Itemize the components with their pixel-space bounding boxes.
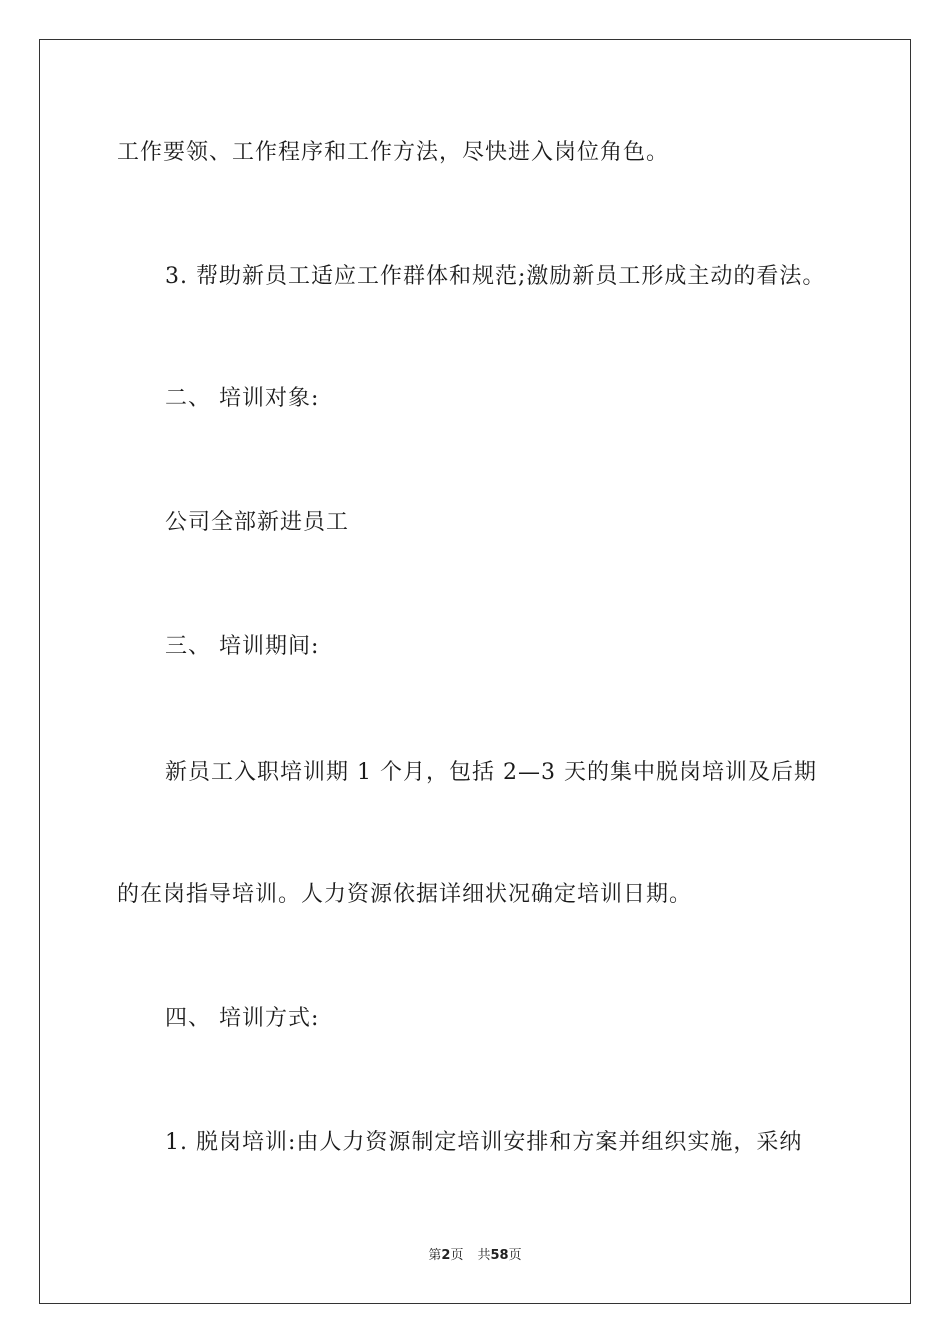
body-line-6: 新员工入职培训期 1 个月，包括 2—3 天的集中脱岗培训及后期 — [165, 760, 817, 785]
section-heading-training-period: 三、 培训期间: — [165, 634, 320, 659]
page-border — [39, 39, 911, 1304]
footer-page-suffix: 页 — [450, 1248, 464, 1263]
footer-total-pages: 58 — [490, 1248, 509, 1263]
footer-total-suffix: 页 — [508, 1248, 522, 1263]
section-heading-training-method: 四、 培训方式: — [165, 1006, 320, 1031]
body-line-2: 3. 帮助新员工适应工作群体和规范;激励新员工形成主动的看法。 — [165, 264, 826, 289]
body-line-7: 的在岗指导培训。人力资源依据详细状况确定培训日期。 — [117, 882, 693, 907]
body-line-9: 1. 脱岗培训:由人力资源制定培训安排和方案并组织实施，采纳 — [165, 1130, 803, 1155]
body-line-1: 工作要领、工作程序和工作方法，尽快进入岗位角色。 — [117, 140, 670, 165]
footer-total-prefix: 共 — [477, 1248, 491, 1263]
footer-page-prefix: 第 — [428, 1248, 442, 1263]
section-heading-training-target: 二、 培训对象: — [165, 386, 320, 411]
page-footer — [0, 1247, 950, 1265]
footer-page-number: 2 — [441, 1248, 451, 1263]
body-line-4: 公司全部新进员工 — [165, 510, 350, 535]
